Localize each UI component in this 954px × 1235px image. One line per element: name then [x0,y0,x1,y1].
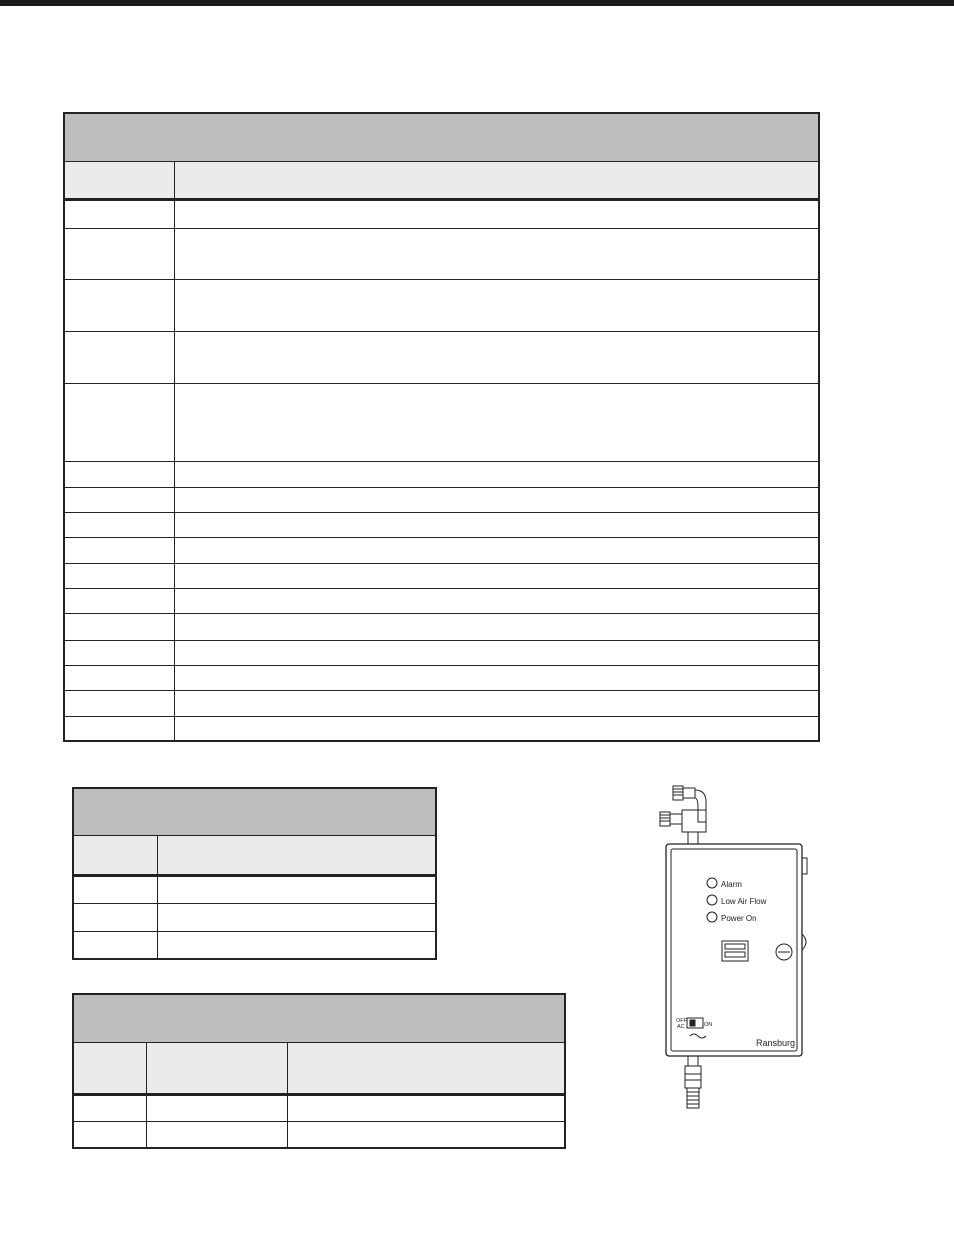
cell [64,640,174,665]
table-row [64,613,819,640]
table-row [64,331,819,383]
table-row [64,716,819,741]
cell [157,903,436,931]
cell [64,461,174,487]
cell [174,640,819,665]
switch-label-ac: AC [677,1024,685,1030]
cell [64,588,174,613]
cell [64,487,174,512]
column-header [146,1042,287,1094]
cell [174,537,819,563]
brand-label: Ransburg [756,1038,796,1048]
switch-label-off: OFF [676,1018,687,1024]
cell [174,331,819,383]
table-row [73,875,436,903]
cell [146,1094,287,1121]
top-fitting-icon [660,786,706,844]
led-label-alarm: Alarm [721,880,742,889]
cell [73,903,157,931]
cell [73,875,157,903]
table-row [64,199,819,228]
table-row [64,383,819,461]
table-title [73,994,565,1042]
cell [64,331,174,383]
cell [64,383,174,461]
parts-table-three-col [72,993,566,1149]
cell [287,1094,565,1121]
bottom-fitting-icon [685,1056,701,1108]
table-title [64,113,819,161]
cell [174,716,819,741]
cell [64,537,174,563]
table-title [73,788,436,835]
table-row [73,931,436,959]
column-header [174,161,819,199]
cell [64,665,174,690]
cell [64,228,174,279]
cell [174,613,819,640]
cell [157,931,436,959]
column-header [157,835,436,875]
top-rule [0,0,954,6]
table-row [64,279,819,331]
cell [174,199,819,228]
table-row [64,461,819,487]
cell [174,588,819,613]
parts-table-small [72,787,437,960]
cell [174,383,819,461]
cell [174,563,819,588]
table-row [73,1094,565,1121]
device-drawing [640,778,820,1118]
column-header [73,835,157,875]
column-header [287,1042,565,1094]
cell [174,690,819,716]
cell [287,1121,565,1148]
cell [174,279,819,331]
cell [73,1121,146,1148]
table-row [73,903,436,931]
cell [64,690,174,716]
cell [64,279,174,331]
table-row [64,640,819,665]
table-row [64,228,819,279]
cell [73,931,157,959]
table-row [64,512,819,537]
parts-table-main [63,112,820,742]
cell [64,199,174,228]
led-label-power-on: Power On [721,914,757,923]
cell [174,512,819,537]
cell [64,613,174,640]
cell [73,1094,146,1121]
cell [64,563,174,588]
table-row [64,588,819,613]
cell [64,716,174,741]
table-row [64,487,819,512]
cell [64,512,174,537]
table-row [64,690,819,716]
cell [157,875,436,903]
table-row [73,1121,565,1148]
cell [174,487,819,512]
cell [174,461,819,487]
column-header [73,1042,146,1094]
cell [146,1121,287,1148]
table-row [64,563,819,588]
led-label-low-air-flow: Low Air Flow [721,897,767,906]
column-header [64,161,174,199]
table-row [64,665,819,690]
switch-label-on: ON [704,1022,713,1028]
cell [174,228,819,279]
table-row [64,537,819,563]
cell [174,665,819,690]
device-drawing-svg [640,778,820,1118]
